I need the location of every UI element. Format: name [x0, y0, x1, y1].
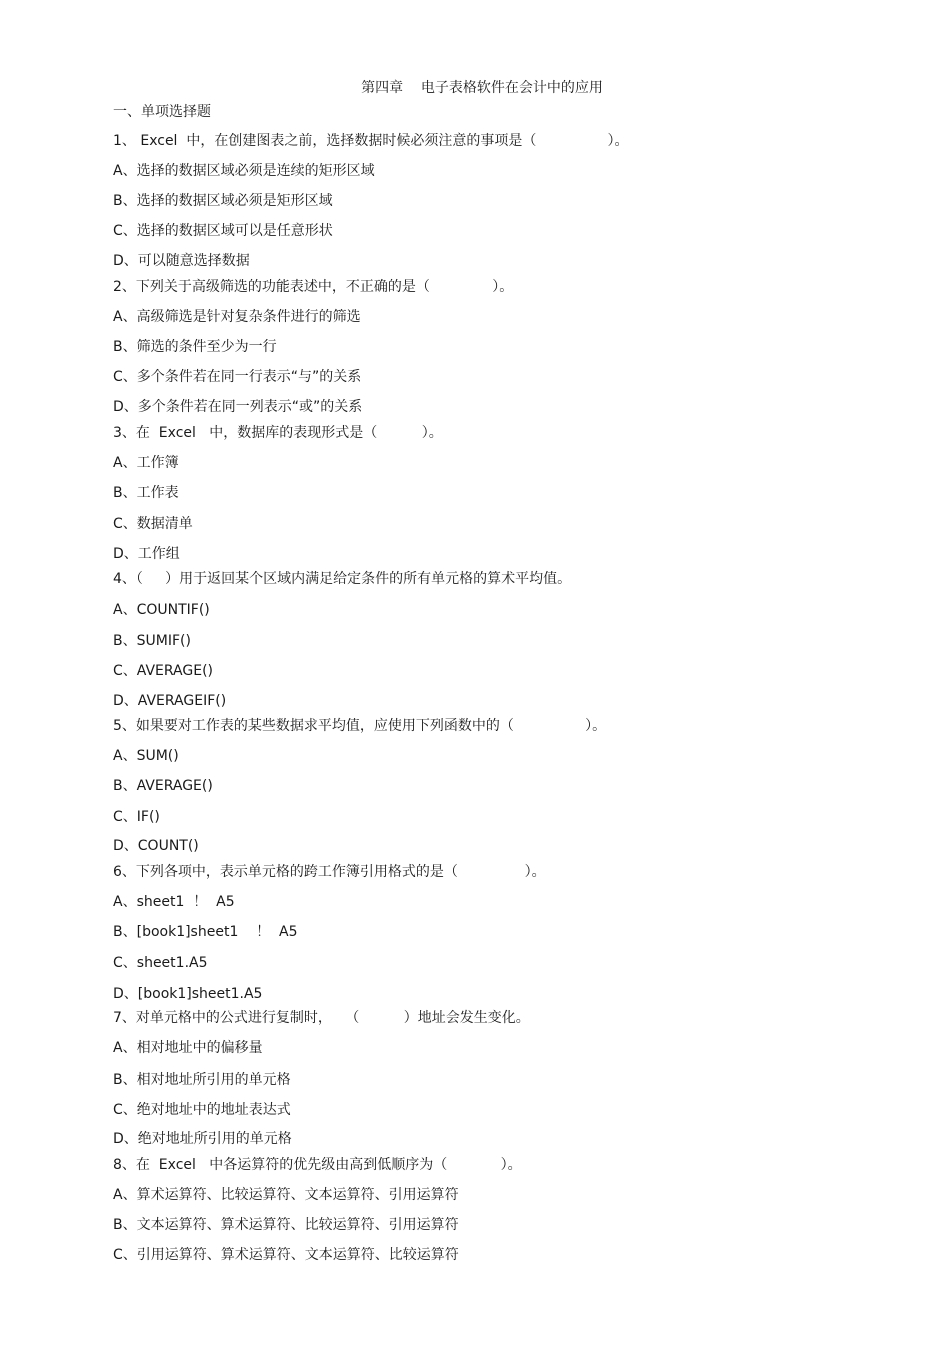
question-8-stem: 8、在 Excel 中各运算符的优先级由高到低顺序为（ ）。	[113, 1157, 522, 1173]
question-7-option-b: B、相对地址所引用的单元格	[113, 1072, 291, 1088]
question-2-stem: 2、下列关于高级筛选的功能表述中，不正确的是（ ）。	[113, 279, 514, 295]
question-2-option-b: B、筛选的条件至少为一行	[113, 339, 277, 355]
question-6-option-b: B、[book1]sheet1 ！ A5	[113, 924, 298, 940]
question-1-stem: 1、 Excel 中，在创建图表之前，选择数据时候必须注意的事项是（ ）。	[113, 133, 629, 149]
question-7-option-c: C、绝对地址中的地址表达式	[113, 1102, 291, 1118]
question-7-stem: 7、对单元格中的公式进行复制时， （ ）地址会发生变化。	[113, 1010, 530, 1026]
question-5-option-a: A、SUM()	[113, 748, 179, 764]
question-2-option-d: D、多个条件若在同一列表示“或”的关系	[113, 399, 363, 415]
question-3-option-c: C、数据清单	[113, 516, 193, 532]
section-heading: 一、单项选择题	[113, 104, 211, 120]
question-3-option-a: A、工作簿	[113, 455, 179, 471]
question-1-option-c: C、选择的数据区域可以是任意形状	[113, 223, 333, 239]
question-1-option-a: A、选择的数据区域必须是连续的矩形区域	[113, 163, 375, 179]
question-1-option-d: D、可以随意选择数据	[113, 253, 250, 269]
question-8-option-c: C、引用运算符、算术运算符、文本运算符、比较运算符	[113, 1247, 459, 1263]
question-4-option-c: C、AVERAGE()	[113, 663, 213, 679]
question-8-option-a: A、算术运算符、比较运算符、文本运算符、引用运算符	[113, 1187, 459, 1203]
question-6-option-c: C、sheet1.A5	[113, 955, 208, 971]
question-7-option-a: A、相对地址中的偏移量	[113, 1040, 263, 1056]
question-3-option-d: D、工作组	[113, 546, 180, 562]
question-4-option-a: A、COUNTIF()	[113, 602, 210, 618]
question-5-stem: 5、如果要对工作表的某些数据求平均值，应使用下列函数中的（ ）。	[113, 718, 607, 734]
question-5-option-c: C、IF()	[113, 809, 160, 825]
question-6-stem: 6、下列各项中，表示单元格的跨工作簿引用格式的是（ ）。	[113, 864, 546, 880]
question-5-option-b: B、AVERAGE()	[113, 778, 213, 794]
question-1-option-b: B、选择的数据区域必须是矩形区域	[113, 193, 333, 209]
question-4-option-d: D、AVERAGEIF()	[113, 693, 227, 709]
chapter-title: 第四章 电子表格软件在会计中的应用	[361, 80, 603, 96]
question-3-option-b: B、工作表	[113, 485, 179, 501]
question-8-option-b: B、文本运算符、算术运算符、比较运算符、引用运算符	[113, 1217, 459, 1233]
question-5-option-d: D、COUNT()	[113, 838, 199, 854]
question-2-option-c: C、多个条件若在同一行表示“与”的关系	[113, 369, 362, 385]
question-4-stem: 4、（ ）用于返回某个区域内满足给定条件的所有单元格的算术平均值。	[113, 571, 572, 587]
question-7-option-d: D、绝对地址所引用的单元格	[113, 1131, 292, 1147]
question-6-option-a: A、sheet1 ！ A5	[113, 894, 235, 910]
question-6-option-d: D、[book1]sheet1.A5	[113, 986, 263, 1002]
question-3-stem: 3、在 Excel 中，数据库的表现形式是（ ）。	[113, 425, 443, 441]
question-4-option-b: B、SUMIF()	[113, 633, 191, 649]
question-2-option-a: A、高级筛选是针对复杂条件进行的筛选	[113, 309, 361, 325]
